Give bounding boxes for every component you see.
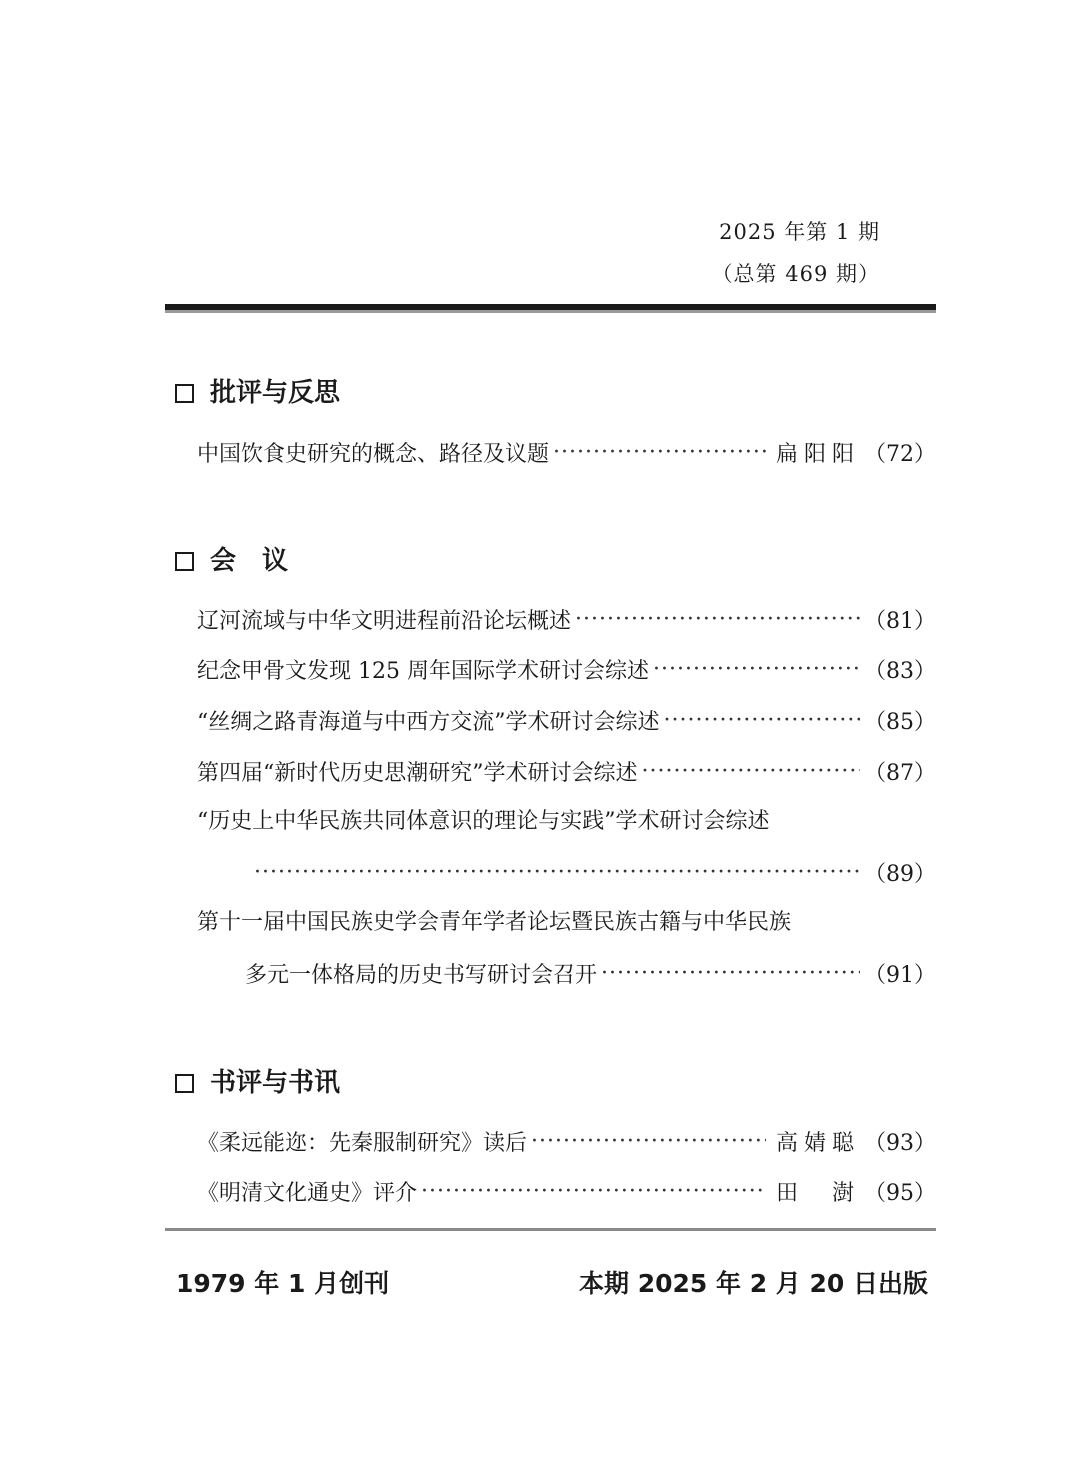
toc-entry[interactable] xyxy=(197,435,936,469)
issue-number: 2025 年第 1 期 xyxy=(719,220,880,244)
toc-leader-dots xyxy=(553,440,766,465)
toc-leader-dots xyxy=(254,860,860,885)
toc-entry-title: 《柔远能迩：先秦服制研究》读后 xyxy=(197,1130,528,1156)
toc-entry-page: （87） xyxy=(864,760,936,786)
toc-entry-page: （93） xyxy=(864,1130,936,1156)
checkbox-square-icon xyxy=(175,1074,194,1093)
toc-leader-dots xyxy=(642,759,861,784)
publication-date: 本期 2025 年 2 月 20 日出版 xyxy=(579,1269,928,1298)
toc-leader-dots xyxy=(653,657,860,682)
toc-entry-page: （83） xyxy=(864,658,936,684)
toc-entry[interactable] xyxy=(197,1174,936,1208)
toc-entry-title: 第四届“新时代历史思潮研究”学术研讨会综述 xyxy=(197,760,638,786)
section-heading-book-reviews xyxy=(175,1068,340,1098)
section-heading-critique xyxy=(175,378,340,408)
toc-entry-title: 中国饮食史研究的概念、路径及议题 xyxy=(197,441,550,467)
section-heading-label: 批评与反思 xyxy=(210,378,341,408)
toc-entry[interactable] xyxy=(245,956,936,990)
header-rule xyxy=(165,304,936,310)
toc-entry-title: 《明清文化通史》评介 xyxy=(197,1180,418,1206)
founded-date: 1979 年 1 月创刊 xyxy=(176,1269,390,1298)
toc-leader-dots xyxy=(531,1129,766,1154)
cumulative-issue-number: （总第 469 期） xyxy=(711,262,880,286)
checkbox-square-icon xyxy=(175,384,194,403)
toc-entry-page: （91） xyxy=(864,962,936,988)
toc-entry-author: 高婧聪 xyxy=(775,1130,860,1156)
toc-leader-dots xyxy=(421,1179,766,1204)
toc-leader-dots xyxy=(664,708,861,733)
section-heading-conference xyxy=(175,546,288,576)
toc-entry-title: 辽河流域与中华文明进程前沿论坛概述 xyxy=(197,608,572,634)
toc-entry-title: 纪念甲骨文发现 125 周年国际学术研讨会综述 xyxy=(197,658,649,684)
toc-entry[interactable] xyxy=(197,1124,936,1158)
toc-leader-dots xyxy=(601,961,860,986)
section-heading-label: 会 议 xyxy=(210,546,289,576)
toc-entry-title-line2: 多元一体格局的历史书写研讨会召开 xyxy=(245,962,598,988)
toc-entry-author: 扁阳阳 xyxy=(775,441,860,467)
section-heading-label: 书评与书讯 xyxy=(210,1068,341,1098)
toc-entry-page: （95） xyxy=(864,1180,936,1206)
toc-entry-page: （89） xyxy=(864,861,936,887)
toc-entry-page: （85） xyxy=(864,709,936,735)
toc-entry-title: “丝绸之路青海道与中西方交流”学术研讨会综述 xyxy=(197,709,660,735)
footer-rule xyxy=(165,1228,936,1231)
toc-entry-page: （81） xyxy=(864,608,936,634)
toc-entry-continuation[interactable] xyxy=(250,855,936,889)
toc-entry[interactable] xyxy=(197,754,936,788)
toc-entry-title[interactable]: “历史上中华民族共同体意识的理论与实践”学术研讨会综述 xyxy=(197,809,770,834)
toc-leader-dots xyxy=(575,607,860,632)
checkbox-square-icon xyxy=(175,552,194,571)
toc-entry-title-line1[interactable]: 第十一届中国民族史学会青年学者论坛暨民族古籍与中华民族 xyxy=(197,910,792,935)
toc-entry[interactable] xyxy=(197,602,936,636)
toc-entry-author: 田 澍 xyxy=(775,1180,860,1206)
toc-entry-page: （72） xyxy=(864,441,936,467)
toc-entry[interactable] xyxy=(197,703,936,737)
toc-entry[interactable] xyxy=(197,652,936,686)
